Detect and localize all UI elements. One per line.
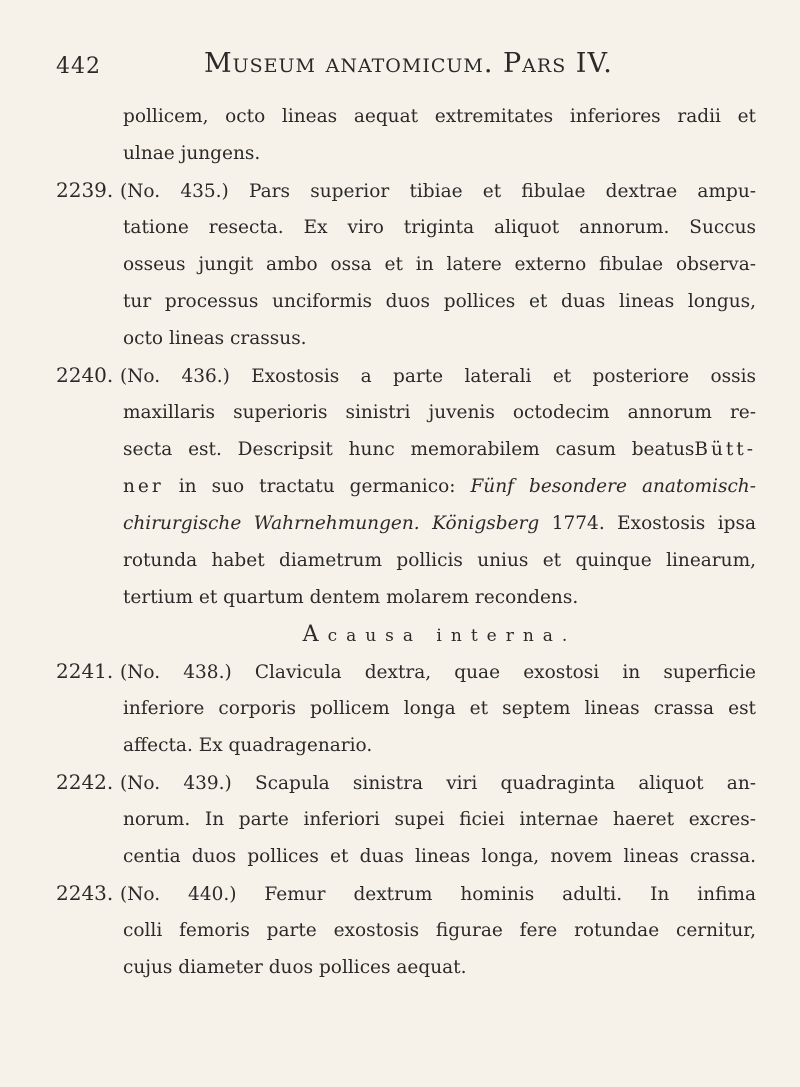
line-text: octo lineas crassus. xyxy=(123,328,307,349)
book-title: Fünf besondere anatomisch- xyxy=(470,476,756,497)
entry-first-line xyxy=(56,172,756,209)
text-line xyxy=(56,912,756,949)
entry-first-line xyxy=(56,764,756,801)
entry-first-line xyxy=(56,875,756,912)
line-text: (No. 440.) Femur dextrum hominis adulti. In infima xyxy=(120,884,756,905)
text-line xyxy=(56,394,756,431)
line-text: secta est. Descripsit hunc memorabilem casum beatus xyxy=(123,439,695,460)
line-text: in suo tractatu germanico: xyxy=(163,476,471,497)
line-text: 1774. Exostosis ipsa xyxy=(539,513,756,534)
entry-first-line xyxy=(56,653,756,690)
entry-number: 2240. xyxy=(56,363,114,387)
line-text: affecta. Ex quadragenario. xyxy=(123,735,373,756)
text-line xyxy=(56,283,756,320)
text-line xyxy=(56,505,756,542)
line-text: osseus jungit ambo ossa et in latere externo fibulae observa- xyxy=(123,254,756,275)
line-text: tatione resecta. Ex viro triginta aliquot annorum. Succus xyxy=(123,217,756,238)
body-text xyxy=(56,98,756,986)
line-text: (No. 436.) Exostosis a parte laterali et posteriore ossis xyxy=(120,366,756,387)
text-line xyxy=(56,542,756,579)
author-name: Bütt- xyxy=(694,439,756,460)
entry-number: 2241. xyxy=(56,659,114,683)
heading-initial: A xyxy=(302,622,328,647)
entry-number: 2243. xyxy=(56,881,114,905)
running-title: Museum anatomicum. Pars IV. xyxy=(204,48,613,79)
book-title: chirurgische Wahrnehmungen. Königsberg xyxy=(123,513,540,534)
line-text: colli femoris parte exostosis figurae fere rotundae cernitur, xyxy=(123,920,756,941)
text-line xyxy=(56,98,756,135)
text-line xyxy=(56,579,756,616)
line-text: inferiore corporis pollicem longa et septem lineas crassa est xyxy=(123,698,756,719)
line-text: tur processus unciformis duos pollices et duas lineas longus, xyxy=(123,291,756,312)
entry-number: 2239. xyxy=(56,178,114,202)
text-line xyxy=(56,209,756,246)
line-text: ulnae jungens. xyxy=(123,143,261,164)
section-heading xyxy=(56,616,756,653)
text-line xyxy=(56,468,756,505)
text-line xyxy=(56,949,756,986)
line-text: rotunda habet diametrum pollicis unius et quinque linearum, xyxy=(123,550,756,571)
author-name: ner xyxy=(123,476,164,497)
line-text: (No. 438.) Clavicula dextra, quae exostosi in superficie xyxy=(120,662,756,683)
entry-number: 2242. xyxy=(56,770,114,794)
text-line xyxy=(56,690,756,727)
line-text: norum. In parte inferiori supei ficiei internae haeret excres- xyxy=(123,809,756,830)
line-text: tertium et quartum dentem molarem recondens. xyxy=(123,587,579,608)
text-line xyxy=(56,431,756,468)
page-number: 442 xyxy=(56,54,101,79)
text-line xyxy=(56,135,756,172)
line-text: (No. 435.) Pars superior tibiae et fibulae dextrae ampu- xyxy=(120,181,756,202)
text-line xyxy=(56,320,756,357)
entry-first-line xyxy=(56,357,756,394)
text-line xyxy=(56,838,756,875)
text-line xyxy=(56,801,756,838)
text-line xyxy=(56,246,756,283)
line-text: centia duos pollices et duas lineas longa, novem lineas crassa. xyxy=(123,846,756,867)
line-text: cujus diameter duos pollices aequat. xyxy=(123,957,467,978)
heading-text: causa interna. xyxy=(327,626,577,646)
line-text: (No. 439.) Scapula sinistra viri quadraginta aliquot an- xyxy=(120,773,756,794)
text-line xyxy=(56,727,756,764)
line-text: pollicem, octo lineas aequat extremitates inferiores radii et xyxy=(123,106,756,127)
line-text: maxillaris superioris sinistri juvenis octodecim annorum re- xyxy=(123,402,756,423)
page-header xyxy=(56,48,756,88)
